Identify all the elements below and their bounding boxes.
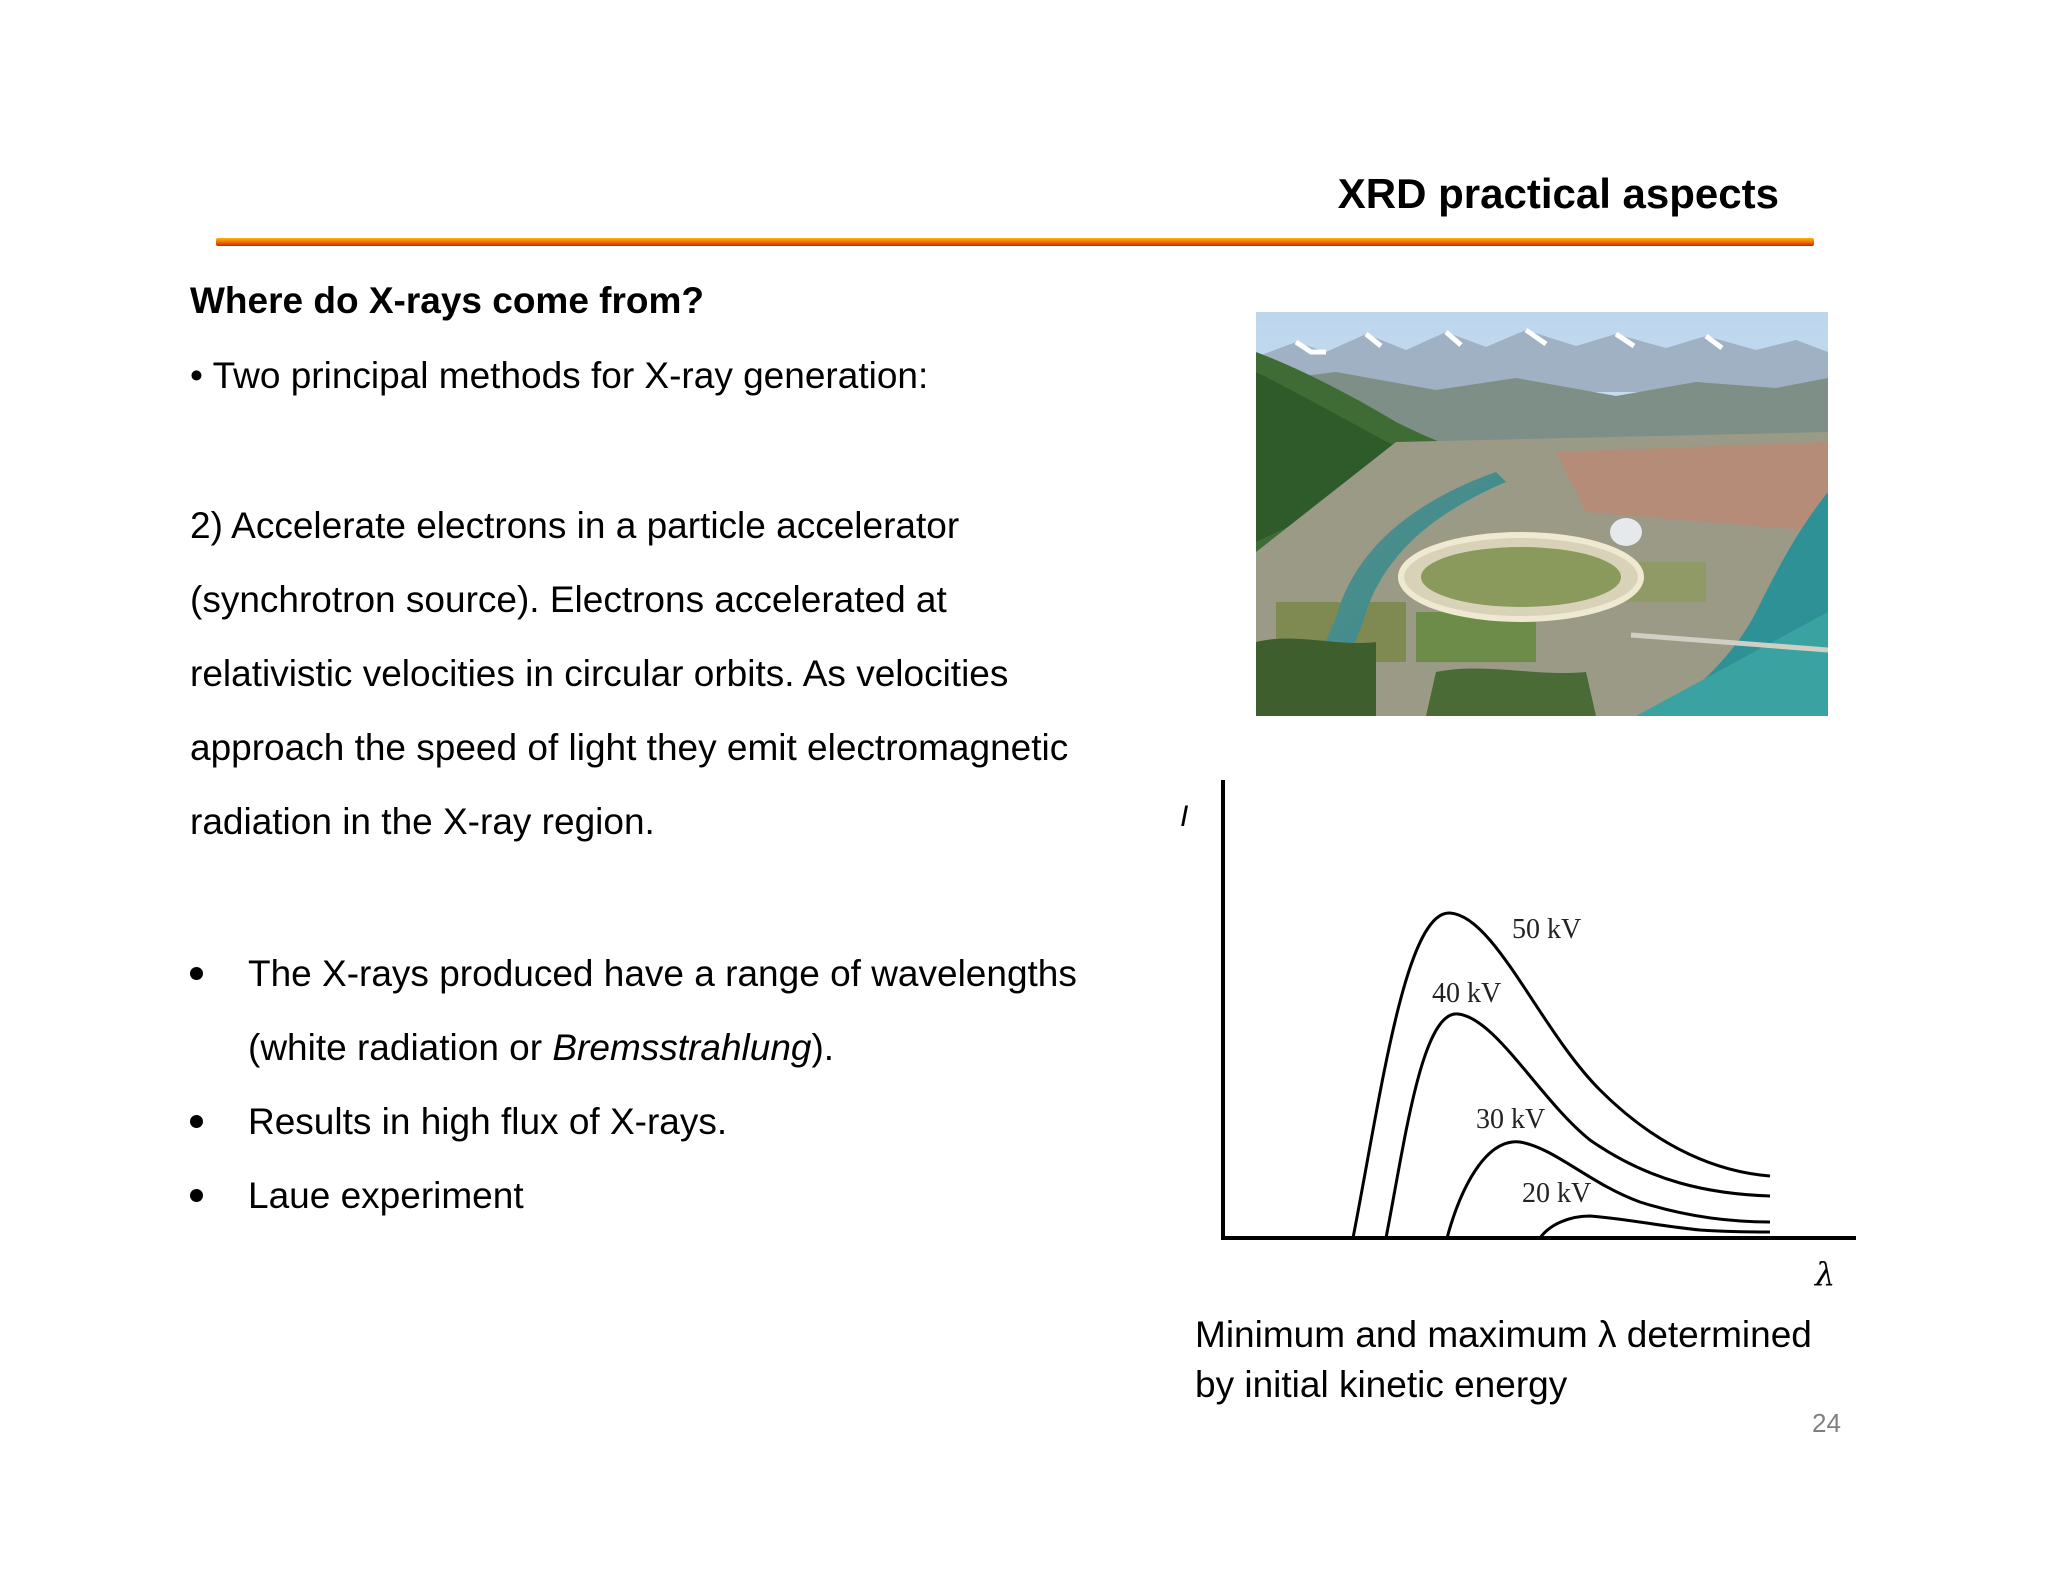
caption-line: by initial kinetic energy [1195,1364,1568,1405]
caption-line: Minimum and maximum λ determined [1195,1314,1812,1355]
curve-30kv [1447,1142,1770,1238]
bullet-text-line: Results in high flux of X-rays. [248,1101,728,1142]
synchrotron-photo-illustration [1256,312,1828,716]
bullet-text-line [248,1011,1077,1085]
slide-title: XRD practical aspects [1337,170,1779,217]
method-line: 2) Accelerate electrons in a particle accelerator [190,505,960,546]
page-number: 24 [1812,1408,1841,1438]
chart-caption [1195,1310,1812,1410]
bullet-text-fragment: ). [811,1027,835,1068]
section-question: Where do X-rays come from? [190,280,705,321]
x-axis-label: λ [1815,1255,1836,1293]
method-paragraph [190,489,1068,859]
method-line: approach the speed of light they emit electromagnetic [190,727,1069,768]
bullet-dot-icon [190,1189,203,1202]
bullet-text-line: The X-rays produced have a range of wavelengths [248,953,1077,994]
method-line: radiation in the X-ray region. [190,801,655,842]
intro-bullet: • Two principal methods for X-ray generation: [190,355,929,396]
bullet-dot-icon [190,967,203,980]
bremsstrahlung-term: Bremsstrahlung [552,1027,812,1068]
y-axis-label: I [1180,800,1189,833]
bullet-dot-icon [190,1115,203,1128]
curve-label-40kv: 40 kV [1432,978,1502,1009]
method-line: (synchrotron source). Electrons accelerated at [190,579,947,620]
synchrotron-aerial-photo [1256,312,1828,716]
curve-label-50kv: 50 kV [1512,914,1582,945]
method-line: relativistic velocities in circular orbits. As velocities [190,653,1009,694]
curve-label-30kv: 30 kV [1476,1104,1546,1135]
curve-label-20kv: 20 kV [1522,1178,1592,1209]
bullet-text-fragment: (white radiation or [248,1027,553,1068]
title-divider [216,238,1814,246]
xray-spectrum-chart [1160,770,1860,1310]
bullet-text-line: Laue experiment [248,1175,524,1216]
